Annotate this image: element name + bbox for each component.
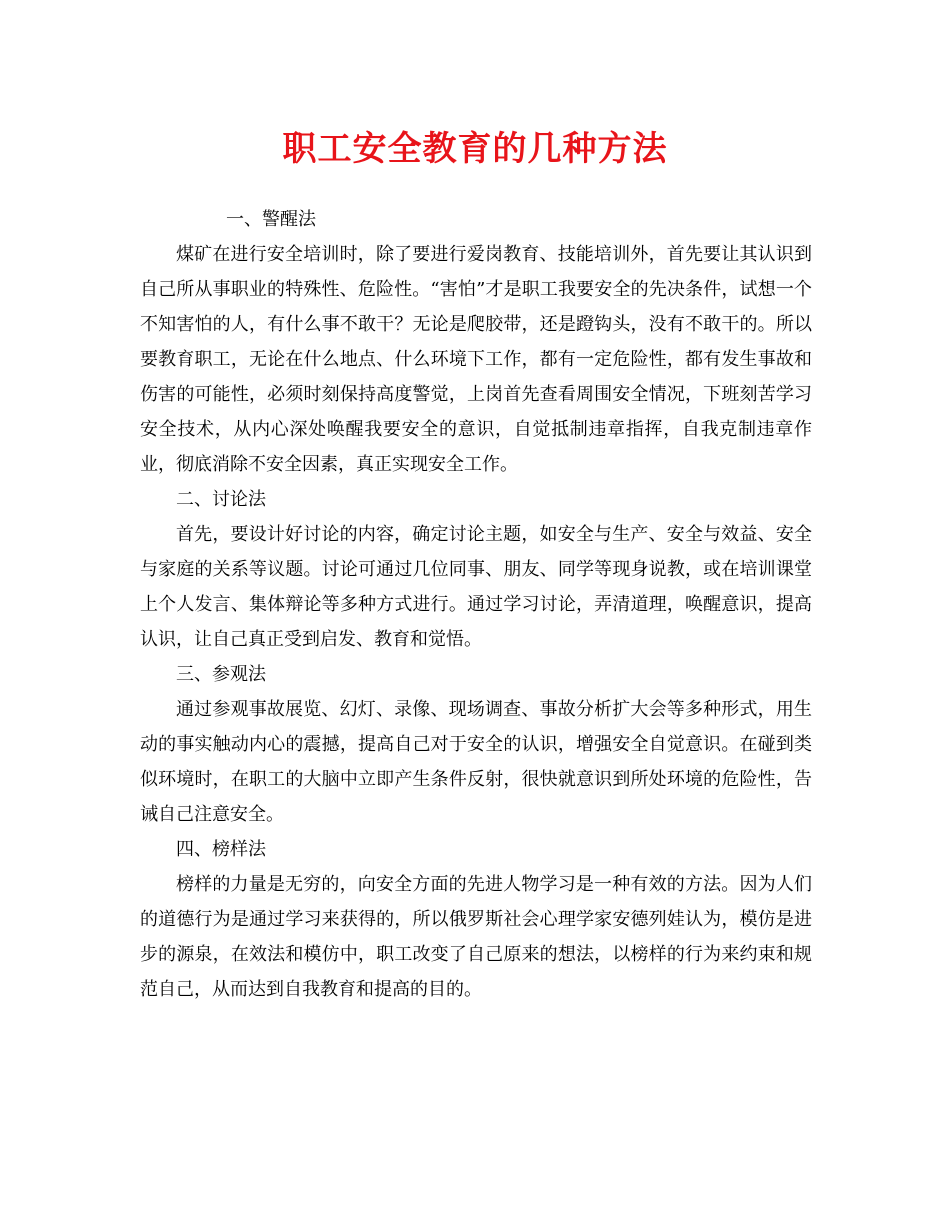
section-paragraph-3: 通过参观事故展览、幻灯、录像、现场调查、事故分析扩大会等多种形式，用生动的事实触动内心的震撼，提高自己对于安全的认识，增强安全自觉意识。在碰到类似环境时，在职工的大脑中立即产生条件反射，很快就意识到所处环境的危险性，告诫自己注意安全。 xyxy=(140,699,812,825)
section-paragraph-2: 首先，要设计好讨论的内容，确定讨论主题，如安全与生产、安全与效益、安全与家庭的关系等议题。讨论可通过几位同事、朋友、同学等现身说教，或在培训课堂上个人发言、集体辩论等多种方式进行。通过学习讨论，弄清道理，唤醒意识，提高认识，让自己真正受到启发、教育和觉悟。 xyxy=(140,524,812,650)
section-heading-1: 一、警醒法 xyxy=(226,209,316,230)
document-body xyxy=(140,202,812,1007)
section-heading-3: 三、参观法 xyxy=(176,664,266,685)
section-paragraph-4: 榜样的力量是无穷的，向安全方面的先进人物学习是一种有效的方法。因为人们的道德行为是通过学习来获得的，所以俄罗斯社会心理学家安德列娃认为，模仿是进步的源泉，在效法和模仿中，职工改变了自己原来的想法，以榜样的行为来约束和规范自己，从而达到自我教育和提高的目的。 xyxy=(140,874,812,1000)
document-title: 职工安全教育的几种方法 xyxy=(282,129,668,169)
section-heading-2: 二、讨论法 xyxy=(176,489,266,510)
section-paragraph-1: 煤矿在进行安全培训时，除了要进行爱岗教育、技能培训外，首先要让其认识到自己所从事职业的特殊性、危险性。“害怕”才是职工我要安全的先决条件，试想一个不知害怕的人，有什么事不敢干？无论是爬胶带，还是蹬钩头，没有不敢干的。所以要教育职工，无论在什么地点、什么环境下工作，都有一定危险性，都有发生事故和伤害的可能性，必须时刻保持高度警觉，上岗首先查看周围安全情况，下班刻苦学习安全技术，从内心深处唤醒我要安全的意识，自觉抵制违章指挥，自我克制违章作业，彻底消除不安全因素，真正实现安全工作。 xyxy=(140,244,812,475)
section-heading-4: 四、榜样法 xyxy=(176,839,266,860)
